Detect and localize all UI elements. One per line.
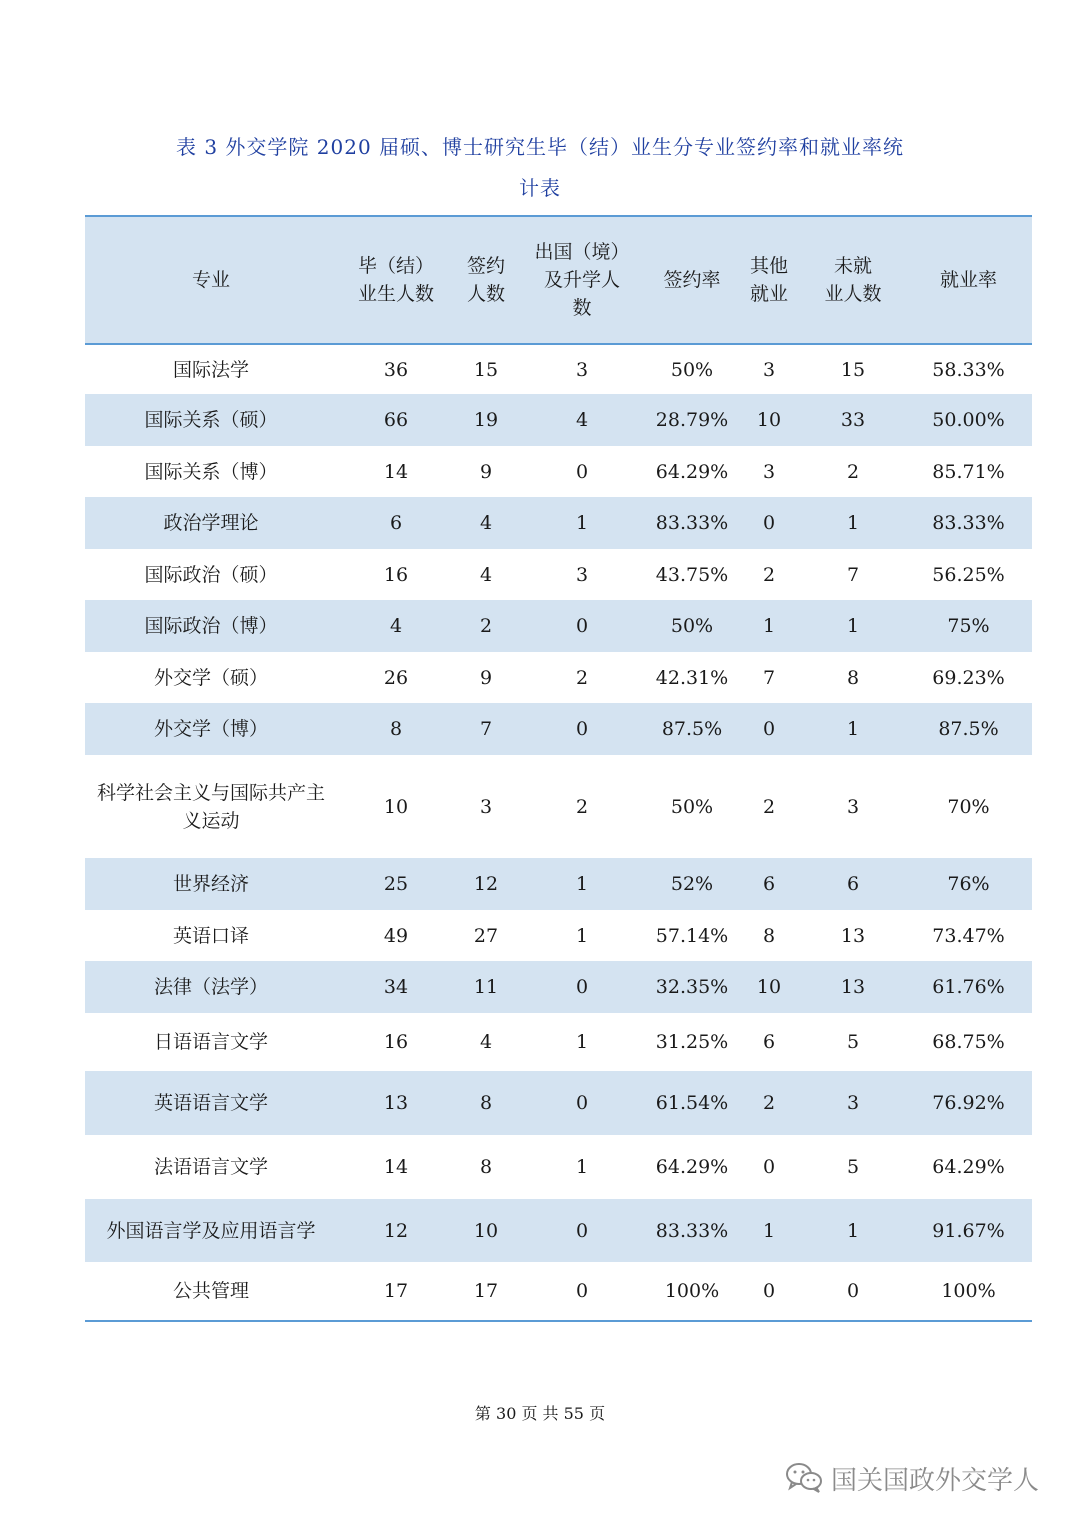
cell-graduates: 6 xyxy=(389,512,403,534)
cell-graduates: 4 xyxy=(389,615,403,637)
cell-sign-rate: 87.5% xyxy=(661,718,723,740)
cell-unemployed: 33 xyxy=(840,409,866,431)
cell-abroad: 3 xyxy=(575,563,589,586)
cell-sign-rate: 83.33% xyxy=(655,512,729,534)
table-row xyxy=(85,1013,1032,1071)
table-row xyxy=(85,600,1032,652)
cell-other-employment: 7 xyxy=(762,666,776,689)
cell-graduates: 16 xyxy=(383,563,409,586)
cell-other-employment: 10 xyxy=(756,976,782,998)
header-graduates: 毕（结） 业生人数 xyxy=(357,255,434,305)
cell-signed: 7 xyxy=(479,718,493,740)
cell-other-employment: 8 xyxy=(762,924,776,947)
cell-employment-rate: 58.33% xyxy=(932,358,1005,381)
cell-employment-rate: 68.75% xyxy=(932,1031,1005,1053)
cell-other-employment: 1 xyxy=(762,1219,776,1242)
cell-signed: 8 xyxy=(479,1156,493,1178)
header-other-employment: 其他 就业 xyxy=(749,255,788,305)
cell-unemployed: 6 xyxy=(846,873,860,895)
cell-signed: 4 xyxy=(479,512,493,534)
table-row xyxy=(85,446,1032,497)
table-row xyxy=(85,497,1032,549)
cell-major: 外交学（博） xyxy=(153,718,268,740)
table-row xyxy=(85,652,1032,703)
cell-signed: 12 xyxy=(473,873,499,895)
cell-sign-rate: 50% xyxy=(670,358,714,381)
cell-graduates: 13 xyxy=(383,1092,409,1114)
header-major: 专业 xyxy=(191,269,230,291)
cell-major: 世界经济 xyxy=(172,873,249,895)
cell-employment-rate: 64.29% xyxy=(932,1156,1005,1178)
cell-unemployed: 3 xyxy=(846,795,860,818)
table-row xyxy=(85,1071,1032,1135)
cell-graduates: 16 xyxy=(383,1031,409,1053)
cell-employment-rate: 50.00% xyxy=(932,409,1005,431)
cell-graduates: 14 xyxy=(383,1156,409,1178)
cell-graduates: 34 xyxy=(383,976,409,998)
cell-sign-rate: 32.35% xyxy=(655,976,729,998)
cell-unemployed: 3 xyxy=(846,1092,860,1114)
table-row xyxy=(85,910,1032,961)
table-row xyxy=(85,858,1032,910)
cell-graduates: 12 xyxy=(383,1219,409,1242)
cell-employment-rate: 83.33% xyxy=(932,512,1005,534)
cell-abroad: 0 xyxy=(575,718,589,740)
cell-major: 外国语言学及应用语言学 xyxy=(106,1219,316,1242)
cell-unemployed: 5 xyxy=(846,1156,860,1178)
cell-graduates: 10 xyxy=(383,795,409,818)
cell-major: 法语语言文学 xyxy=(153,1156,268,1178)
cell-signed: 9 xyxy=(479,460,493,483)
header-signed: 签约 人数 xyxy=(466,255,505,305)
table-row xyxy=(85,1199,1032,1262)
cell-major: 公共管理 xyxy=(172,1280,249,1302)
cell-signed: 2 xyxy=(479,615,493,637)
cell-major: 国际政治（硕） xyxy=(144,563,278,586)
header-sign-rate: 签约率 xyxy=(663,269,721,291)
cell-other-employment: 1 xyxy=(762,615,776,637)
cell-other-employment: 6 xyxy=(762,1031,776,1053)
table-title-line2: 计表 xyxy=(519,176,561,200)
cell-unemployed: 1 xyxy=(846,1219,860,1242)
table-row xyxy=(85,755,1032,858)
cell-sign-rate: 31.25% xyxy=(655,1031,729,1053)
cell-signed: 15 xyxy=(473,358,499,381)
cell-major: 国际关系（硕） xyxy=(144,409,278,431)
cell-sign-rate: 28.79% xyxy=(655,409,729,431)
cell-graduates: 14 xyxy=(383,460,409,483)
cell-sign-rate: 42.31% xyxy=(655,666,729,689)
cell-unemployed: 7 xyxy=(846,563,860,586)
cell-sign-rate: 64.29% xyxy=(655,1156,729,1178)
cell-major: 外交学（硕） xyxy=(153,666,268,689)
cell-abroad: 0 xyxy=(575,615,589,637)
cell-graduates: 36 xyxy=(383,358,409,381)
cell-major: 科学社会主义与国际共产主义运动 xyxy=(96,781,325,832)
cell-major: 法律（法学） xyxy=(153,976,268,998)
cell-graduates: 17 xyxy=(383,1280,409,1302)
cell-abroad: 4 xyxy=(575,409,589,431)
cell-signed: 4 xyxy=(479,1031,493,1053)
table-row xyxy=(85,394,1032,446)
cell-employment-rate: 73.47% xyxy=(932,924,1005,947)
page-number: 第 30 页 共 55 页 xyxy=(474,1404,606,1423)
cell-abroad: 1 xyxy=(575,1156,589,1178)
table-row xyxy=(85,549,1032,600)
cell-sign-rate: 50% xyxy=(670,795,714,818)
cell-major: 英语口译 xyxy=(172,924,249,947)
cell-unemployed: 13 xyxy=(840,924,866,947)
cell-abroad: 2 xyxy=(575,795,589,818)
cell-major: 国际法学 xyxy=(172,358,249,381)
cell-other-employment: 2 xyxy=(762,1092,776,1114)
cell-unemployed: 8 xyxy=(846,666,860,689)
cell-signed: 11 xyxy=(473,976,499,998)
cell-employment-rate: 91.67% xyxy=(932,1219,1005,1242)
cell-signed: 19 xyxy=(473,409,499,431)
cell-employment-rate: 100% xyxy=(941,1280,996,1302)
cell-sign-rate: 57.14% xyxy=(655,924,729,947)
header-employment-rate: 就业率 xyxy=(939,269,997,291)
cell-abroad: 1 xyxy=(575,924,589,947)
cell-signed: 10 xyxy=(473,1219,499,1242)
cell-abroad: 2 xyxy=(575,666,589,689)
cell-sign-rate: 83.33% xyxy=(655,1219,729,1242)
cell-unemployed: 15 xyxy=(840,358,866,381)
cell-other-employment: 0 xyxy=(762,718,776,740)
cell-graduates: 49 xyxy=(383,924,409,947)
cell-graduates: 26 xyxy=(383,666,409,689)
cell-other-employment: 0 xyxy=(762,1280,776,1302)
cell-major: 政治学理论 xyxy=(163,512,259,534)
wechat-icon xyxy=(785,1462,823,1494)
cell-signed: 4 xyxy=(479,563,493,586)
cell-graduates: 25 xyxy=(383,873,409,895)
cell-unemployed: 5 xyxy=(846,1031,860,1053)
table-title-line1: 表 3 外交学院 2020 届硕、博士研究生毕（结）业生分专业签约率和就业率统 xyxy=(175,135,905,159)
cell-signed: 27 xyxy=(473,924,499,947)
cell-abroad: 1 xyxy=(575,1031,589,1053)
cell-employment-rate: 85.71% xyxy=(932,460,1005,483)
cell-other-employment: 10 xyxy=(756,409,782,431)
table-row xyxy=(85,344,1032,394)
cell-employment-rate: 70% xyxy=(947,795,990,818)
cell-graduates: 8 xyxy=(389,718,403,740)
table-row xyxy=(85,1262,1032,1321)
cell-major: 国际关系（博） xyxy=(144,460,278,483)
cell-major: 日语语言文学 xyxy=(153,1031,268,1053)
watermark-text: 国关国政外交学人 xyxy=(831,1465,1040,1496)
cell-other-employment: 0 xyxy=(762,1156,776,1178)
cell-employment-rate: 69.23% xyxy=(932,666,1005,689)
cell-abroad: 3 xyxy=(575,358,589,381)
cell-signed: 8 xyxy=(479,1092,493,1114)
cell-employment-rate: 75% xyxy=(947,615,990,637)
cell-abroad: 0 xyxy=(575,1219,589,1242)
cell-sign-rate: 52% xyxy=(670,873,714,895)
cell-unemployed: 13 xyxy=(840,976,866,998)
cell-unemployed: 0 xyxy=(846,1280,860,1302)
watermark xyxy=(785,1458,1039,1498)
cell-signed: 9 xyxy=(479,666,493,689)
cell-major: 英语语言文学 xyxy=(153,1092,268,1114)
cell-other-employment: 2 xyxy=(762,795,776,818)
table-header-row xyxy=(85,216,1032,344)
cell-other-employment: 2 xyxy=(762,563,776,586)
cell-abroad: 1 xyxy=(575,873,589,895)
cell-sign-rate: 43.75% xyxy=(655,563,729,586)
cell-signed: 3 xyxy=(479,795,493,818)
header-abroad-further-study: 出国（境） 及升学人 数 xyxy=(534,241,630,319)
cell-unemployed: 1 xyxy=(846,615,860,637)
cell-graduates: 66 xyxy=(383,409,409,431)
cell-major: 国际政治（博） xyxy=(144,615,278,637)
table-row xyxy=(85,961,1032,1013)
cell-sign-rate: 50% xyxy=(670,615,714,637)
cell-sign-rate: 64.29% xyxy=(655,460,729,483)
table-row xyxy=(85,1135,1032,1199)
cell-employment-rate: 61.76% xyxy=(932,976,1005,998)
cell-abroad: 0 xyxy=(575,1280,589,1302)
cell-sign-rate: 100% xyxy=(664,1280,720,1302)
cell-unemployed: 1 xyxy=(846,512,860,534)
table-row xyxy=(85,703,1032,755)
cell-abroad: 0 xyxy=(575,976,589,998)
cell-sign-rate: 61.54% xyxy=(655,1092,729,1114)
cell-unemployed: 1 xyxy=(846,718,860,740)
employment-stats-table xyxy=(85,215,1032,1322)
cell-other-employment: 3 xyxy=(762,358,776,381)
cell-unemployed: 2 xyxy=(846,460,860,483)
table-body xyxy=(85,344,1032,1321)
cell-abroad: 0 xyxy=(575,460,589,483)
cell-other-employment: 0 xyxy=(762,512,776,534)
cell-employment-rate: 76.92% xyxy=(932,1092,1005,1114)
cell-employment-rate: 87.5% xyxy=(938,718,999,740)
cell-employment-rate: 76% xyxy=(947,873,990,895)
cell-abroad: 1 xyxy=(575,512,589,534)
cell-other-employment: 3 xyxy=(762,460,776,483)
header-unemployed: 未就 业人数 xyxy=(824,255,882,305)
cell-signed: 17 xyxy=(473,1280,499,1302)
cell-abroad: 0 xyxy=(575,1092,589,1114)
cell-other-employment: 6 xyxy=(762,873,776,895)
cell-employment-rate: 56.25% xyxy=(932,563,1005,586)
